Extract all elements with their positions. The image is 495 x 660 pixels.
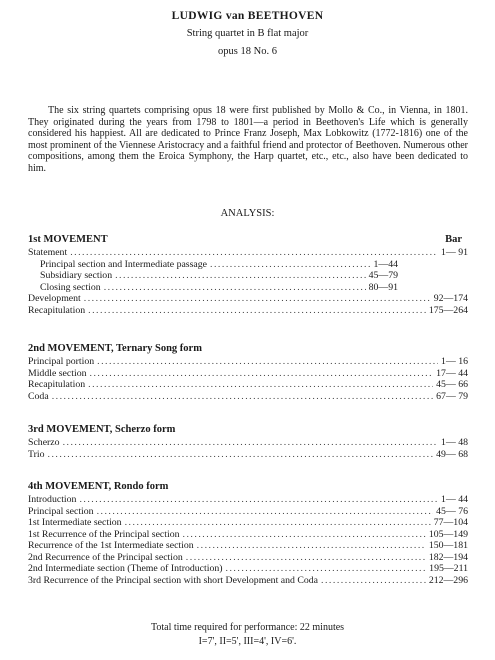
row-label: Middle section bbox=[28, 367, 87, 379]
movement-title bbox=[28, 234, 468, 247]
analysis-row bbox=[28, 305, 468, 317]
movement-title-text: 4th MOVEMENT, Rondo form bbox=[28, 481, 169, 492]
dot-leader bbox=[90, 368, 434, 379]
dot-leader bbox=[97, 506, 434, 517]
movement-title-text: 3rd MOVEMENT, Scherzo form bbox=[28, 424, 176, 435]
row-label: Statement bbox=[28, 247, 68, 258]
bar-range: 67— 79 bbox=[436, 390, 468, 402]
movement-title bbox=[28, 424, 468, 437]
composer-name: LUDWIG van BEETHOVEN bbox=[171, 10, 324, 22]
analysis-row bbox=[28, 356, 468, 368]
analysis-heading: ANALYSIS: bbox=[220, 208, 275, 219]
analysis-row bbox=[28, 437, 468, 449]
analysis-row bbox=[28, 259, 468, 271]
movement-title-text: 2nd MOVEMENT, Ternary Song form bbox=[28, 343, 202, 354]
bar-range: 92—174 bbox=[433, 293, 468, 304]
movement-title bbox=[28, 343, 468, 356]
row-label: Closing section bbox=[40, 281, 101, 293]
row-label: Coda bbox=[28, 390, 49, 402]
bar-column-header: Bar bbox=[445, 234, 462, 245]
bar-range: 45—79 bbox=[368, 270, 398, 281]
dot-leader bbox=[88, 379, 433, 390]
bar-range: 80—91 bbox=[368, 281, 398, 293]
row-label: 1st Recurrence of the Principal section bbox=[28, 528, 180, 540]
movement-4-section bbox=[28, 481, 468, 586]
row-label: Scherzo bbox=[28, 437, 60, 448]
row-label: 2nd Intermediate section (Theme of Introduction) bbox=[28, 563, 223, 574]
analysis-row bbox=[28, 563, 468, 575]
bar-range: 195—211 bbox=[429, 563, 468, 574]
analysis-row bbox=[28, 368, 468, 380]
row-label: Principal portion bbox=[28, 356, 95, 367]
movement-title bbox=[28, 481, 468, 494]
analysis-row bbox=[28, 517, 468, 529]
dot-leader bbox=[97, 356, 438, 367]
movement-title-text: 1st MOVEMENT bbox=[28, 234, 108, 245]
analysis-row bbox=[28, 449, 468, 461]
row-label: Recapitulation bbox=[28, 379, 86, 390]
bar-range: 182—194 bbox=[428, 551, 468, 563]
analysis-row bbox=[28, 494, 468, 506]
row-label: Development bbox=[28, 293, 81, 304]
movement-2-section bbox=[28, 343, 468, 402]
dot-leader bbox=[104, 282, 366, 293]
dot-leader bbox=[88, 305, 426, 316]
row-label: Subsidiary section bbox=[40, 270, 113, 281]
row-label: Recurrence of the 1st Intermediate section bbox=[28, 540, 194, 551]
bar-range: 49— 68 bbox=[436, 448, 468, 460]
bar-range: 45— 76 bbox=[436, 505, 468, 517]
analysis-row bbox=[28, 391, 468, 403]
dot-leader bbox=[70, 247, 438, 258]
opus-number: opus 18 No. 6 bbox=[218, 46, 277, 57]
row-label: 3rd Recurrence of the Principal section with short Development and Coda bbox=[28, 574, 319, 586]
row-label: Introduction bbox=[28, 494, 77, 505]
analysis-row bbox=[28, 247, 468, 259]
dot-leader bbox=[79, 494, 438, 505]
dot-leader bbox=[125, 517, 431, 528]
analysis-row bbox=[28, 270, 468, 282]
bar-range: 175—264 bbox=[428, 304, 468, 316]
bar-range: 105—149 bbox=[428, 528, 468, 540]
dot-leader bbox=[210, 259, 370, 270]
intro-paragraph: The six string quartets comprising opus 18 were first published by Mollo & Co., in Vienna, in 1801. They originated during the years from 1798 to 1801—a period in Beethoven's Life which is generally considered his happiest. All are dedicated to Prince Franz Joseph, Max Lobkowitz (1772-1816) one of the most prominent of the Viennese Aristocracy and a faithful friend and protector of Beethoven. Numerous other compositions, among them the Eroica Symphony, the Harp quartet, etc., etc., also have been dedicated to him. bbox=[28, 105, 468, 174]
work-title: String quartet in B flat major bbox=[186, 28, 309, 39]
bar-range: 45— 66 bbox=[436, 379, 468, 390]
row-label: 2nd Recurrence of the Principal section bbox=[28, 551, 183, 563]
dot-leader bbox=[226, 563, 427, 574]
movement-1-section bbox=[28, 234, 468, 316]
dot-leader bbox=[197, 540, 426, 551]
dot-leader bbox=[52, 391, 433, 402]
analysis-row bbox=[28, 552, 468, 564]
bar-range: 77—104 bbox=[433, 517, 468, 528]
analysis-row bbox=[28, 529, 468, 541]
dot-leader bbox=[183, 529, 426, 540]
analysis-row bbox=[28, 293, 468, 305]
bar-range: 150—181 bbox=[428, 540, 468, 551]
dot-leader bbox=[115, 270, 366, 281]
row-label: 1st Intermediate section bbox=[28, 517, 122, 528]
dot-leader bbox=[63, 437, 438, 448]
bar-range: 1— 16 bbox=[441, 356, 468, 367]
bar-range: 212—296 bbox=[428, 574, 468, 586]
analysis-row bbox=[28, 540, 468, 552]
analysis-row bbox=[28, 506, 468, 518]
bar-range: 1— 48 bbox=[441, 437, 468, 448]
analysis-row bbox=[28, 575, 468, 587]
row-label: Trio bbox=[28, 448, 45, 460]
dot-leader bbox=[48, 449, 434, 460]
row-label: Principal section and Intermediate passage bbox=[40, 258, 208, 270]
bar-range: 1—44 bbox=[373, 258, 398, 270]
bar-range: 1— 44 bbox=[441, 494, 468, 505]
analysis-row bbox=[28, 282, 468, 294]
movement-3-section bbox=[28, 424, 468, 460]
row-label: Recapitulation bbox=[28, 304, 86, 316]
row-label: Principal section bbox=[28, 505, 94, 517]
total-time: Total time required for performance: 22 minutes bbox=[150, 622, 345, 633]
bar-range: 1— 91 bbox=[441, 247, 468, 258]
movement-durations: I=7', II=5', III=4', IV=6'. bbox=[198, 636, 297, 647]
analysis-row bbox=[28, 379, 468, 391]
dot-leader bbox=[84, 293, 431, 304]
dot-leader bbox=[186, 552, 426, 563]
bar-range: 17— 44 bbox=[436, 367, 468, 379]
dot-leader bbox=[321, 575, 426, 586]
